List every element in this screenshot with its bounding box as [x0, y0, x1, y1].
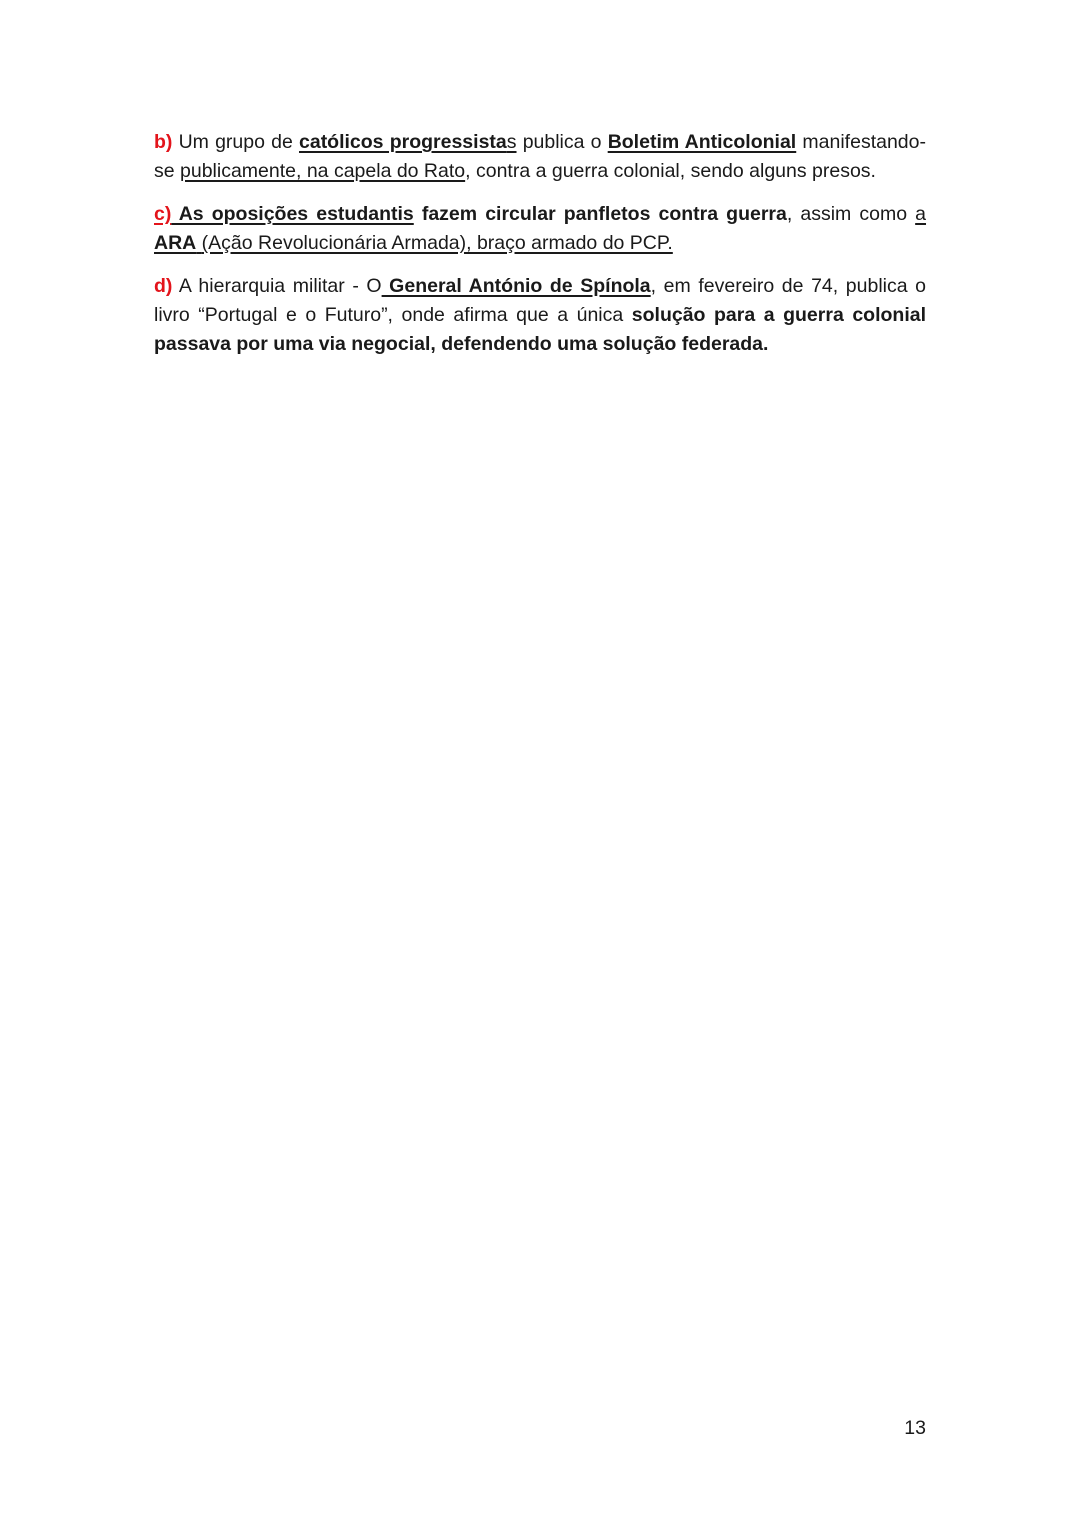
paragraph-c [154, 200, 926, 258]
item-label-c: c) [154, 203, 172, 225]
item-label-d: d) [154, 275, 173, 297]
text-run: A hierarquia militar - O [172, 275, 382, 297]
emphasis-ara: ARA [154, 232, 197, 254]
emphasis-panfletos: fazem circular panfletos contra guerra [413, 203, 787, 225]
paragraph-d [154, 272, 926, 359]
page-number: 13 [904, 1417, 926, 1439]
text-run: s [506, 131, 517, 153]
underline-a: a [915, 203, 927, 225]
text-run: , contra a guerra colonial, sendo alguns presos. [465, 160, 876, 182]
emphasis-oposicoes: As oposições estudantis [171, 203, 414, 225]
emphasis-solucao: solução para a guerra colonial passava por uma via negocial, defendendo uma solução federada. [154, 304, 926, 355]
underline-acao: (Ação Revolucionária Armada), braço armado do PCP. [201, 232, 673, 254]
emphasis-catolicos: católicos progressista [299, 131, 507, 153]
text-run: publica o [516, 131, 608, 153]
emphasis-spinola: General António de Spínola [381, 275, 651, 297]
paragraph-b [154, 128, 926, 186]
underline-capela: publicamente, na capela do Rato [180, 160, 466, 182]
emphasis-boletim: Boletim Anticolonial [607, 131, 797, 153]
text-run: Um grupo de [172, 131, 299, 153]
document-body [154, 128, 926, 373]
text-run: , assim como [786, 203, 916, 225]
item-label-b: b) [154, 131, 173, 153]
text-run: , em fevereiro de 74, publica o livro “Portugal e o Futuro”, onde afirma que a única [154, 275, 927, 326]
text-run: manifestando-se [154, 131, 926, 182]
